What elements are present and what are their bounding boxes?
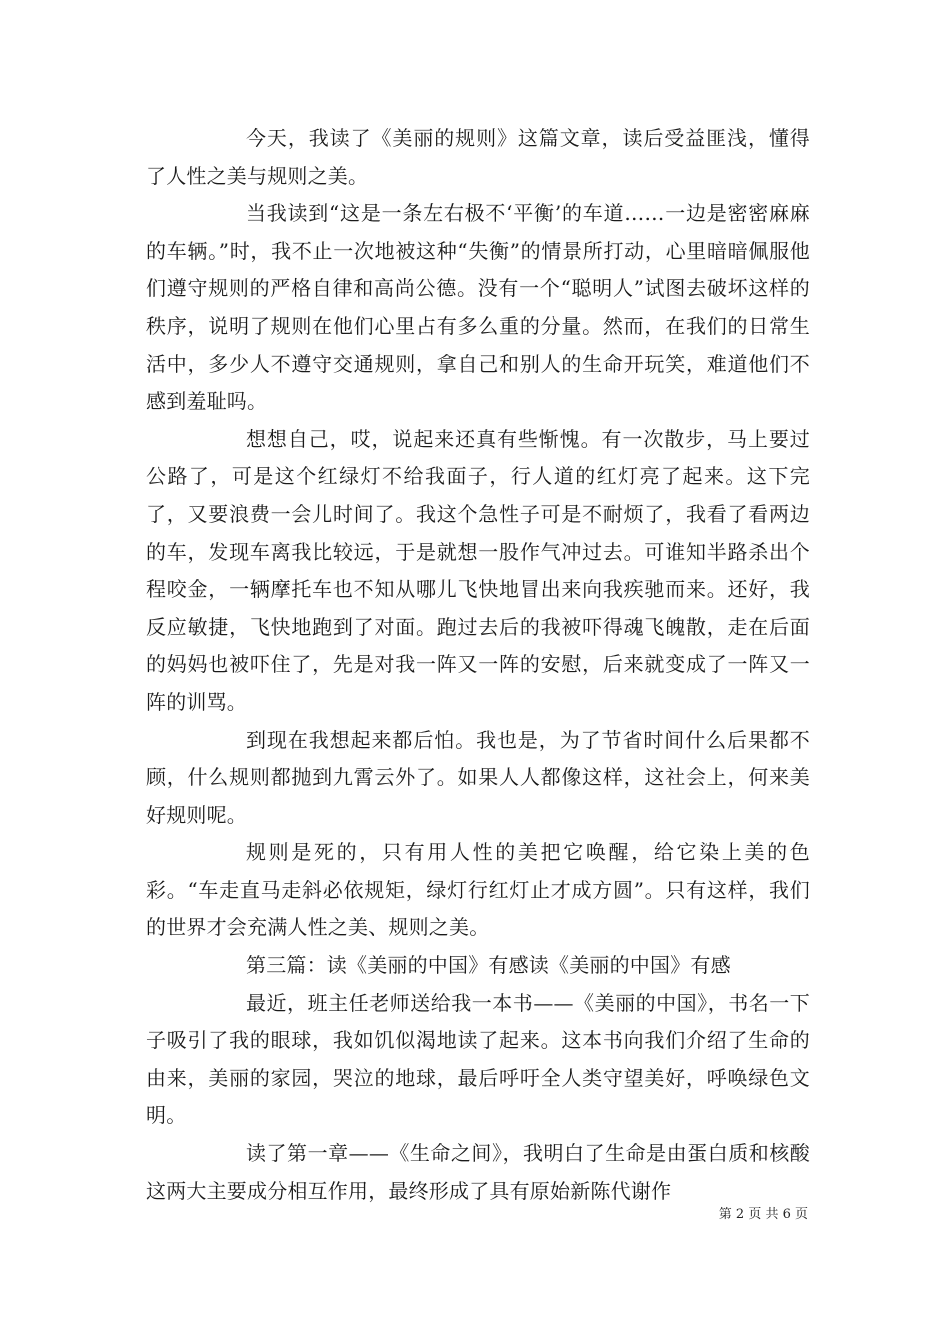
paragraph-1: 今天，我读了《美丽的规则》这篇文章，读后受益匪浅，懂得了人性之美与规则之美。 xyxy=(146,126,810,188)
paragraph-7: 读了第一章——《生命之间》，我明白了生命是由蛋白质和核酸这两大主要成分相互作用，最终形成了具有原始新陈代谢作 xyxy=(146,1141,810,1203)
paragraph-5: 规则是死的，只有用人性的美把它唤醒，给它染上美的色彩。“车走直马走斜必依规矩，绿灯行红灯止才成方圆”。只有这样，我们的世界才会充满人性之美、规则之美。 xyxy=(146,840,810,940)
paragraph-6: 最近，班主任老师送给我一本书——《美丽的中国》，书名一下子吸引了我的眼球，我如饥似渴地读了起来。这本书向我们介绍了生命的由来，美丽的家园，哭泣的地球，最后呼吁全人类守望美好，呼唤绿色文明。 xyxy=(146,990,810,1128)
paragraph-4: 到现在我想起来都后怕。我也是，为了节省时间什么后果都不顾，什么规则都抛到九霄云外了。如果人人都像这样，这社会上，何来美好规则呢。 xyxy=(146,727,810,827)
page-footer: 第 2 页 共 6 页 xyxy=(718,1207,808,1222)
section-heading: 第三篇：读《美丽的中国》有感读《美丽的中国》有感 xyxy=(246,953,731,978)
body-text xyxy=(146,120,810,1210)
paragraph-3: 想想自己，哎，说起来还真有些惭愧。有一次散步，马上要过公路了，可是这个红绿灯不给我面子，行人道的红灯亮了起来。这下完了，又要浪费一会儿时间了。我这个急性子可是不耐烦了，我看了看两边的车，发现车离我比较远，于是就想一股作气冲过去。可谁知半路杀出个程咬金，一辆摩托车也不知从哪儿飞快地冒出来向我疾驰而来。还好，我反应敏捷，飞快地跑到了对面。跑过去后的我被吓得魂飞魄散，走在后面的妈妈也被吓住了，先是对我一阵又一阵的安慰，后来就变成了一阵又一阵的训骂。 xyxy=(146,426,810,714)
paragraph-2: 当我读到“这是一条左右极不‘平衡’的车道……一边是密密麻麻的车辆。”时，我不止一次地被这种“失衡”的情景所打动，心里暗暗佩服他们遵守规则的严格自律和高尚公德。没有一个“聪明人”试图去破坏这样的秩序，说明了规则在他们心里占有多么重的分量。然而，在我们的日常生活中，多少人不遵守交通规则，拿自己和别人的生命开玩笑，难道他们不感到羞耻吗。 xyxy=(146,201,810,414)
